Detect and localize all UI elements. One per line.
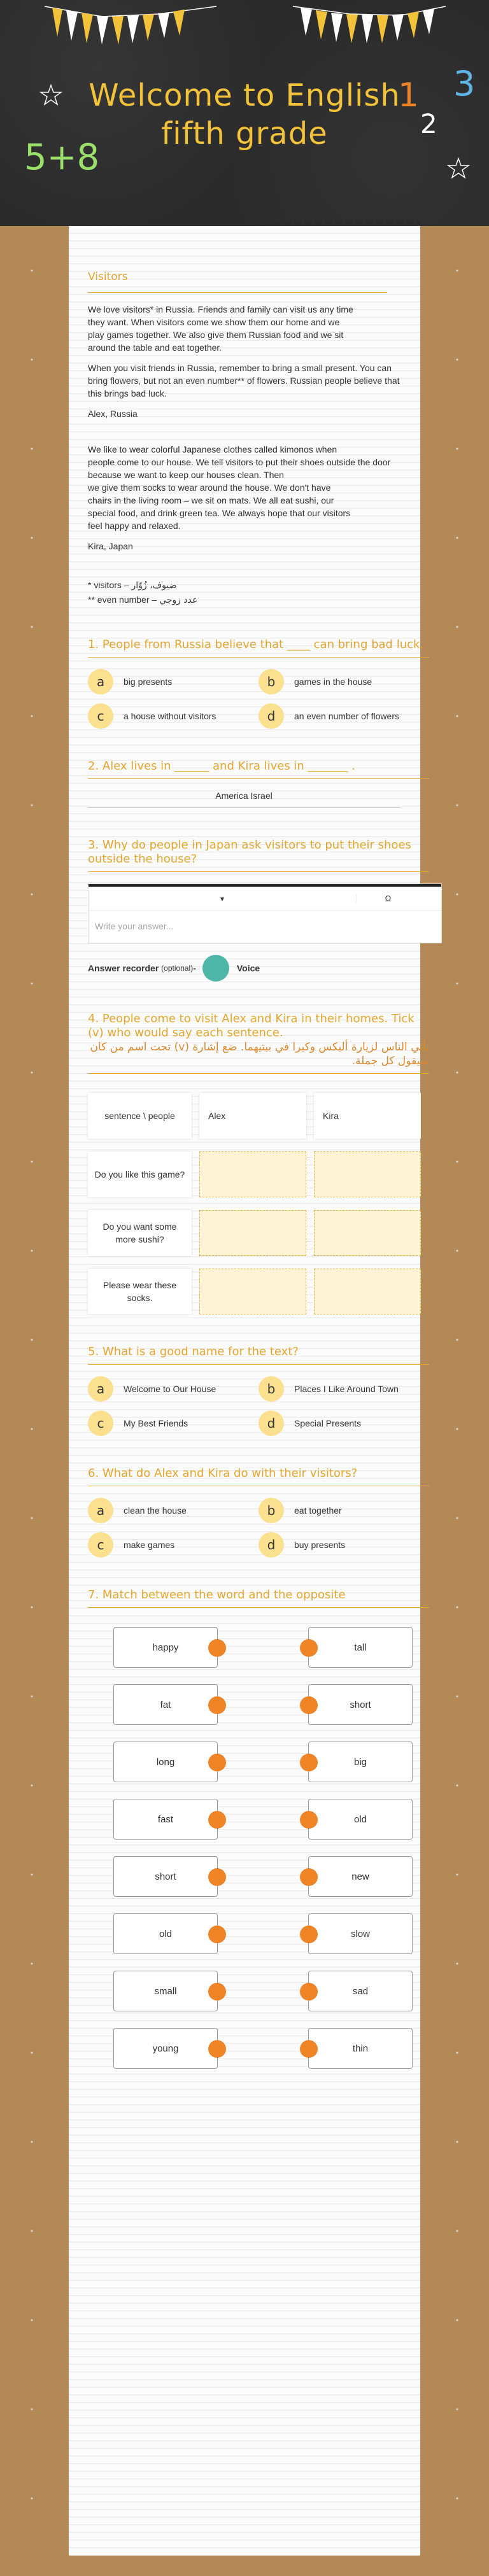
format-dropdown[interactable]: ▾ <box>220 894 225 903</box>
question-4-title: 4. People come to visit Alex and Kira in their homes. Tick (v) who would say each sentence. يأتي الناس لزيارة أليكس وكيرا في بيتيهما. ضع إشارة (v) تحت اسم من كان سيقول كل جملة. <box>88 1012 429 1074</box>
option-d[interactable]: d buy presents <box>259 1532 429 1558</box>
table-row-sentence: Do you like this game? <box>88 1151 192 1197</box>
match-word[interactable]: long <box>113 1742 218 1782</box>
match-pair <box>113 1742 413 1782</box>
match-word[interactable]: fast <box>113 1799 218 1840</box>
match-opposite[interactable]: thin <box>308 2028 413 2069</box>
drop-cell-kira[interactable] <box>314 1151 421 1197</box>
option-a[interactable]: a big presents <box>88 669 259 694</box>
match-opposite[interactable]: old <box>308 1799 413 1840</box>
connector-dot[interactable] <box>300 1925 318 1943</box>
option-a[interactable]: a Welcome to Our House <box>88 1376 259 1402</box>
table-header-kira: Kira <box>314 1093 421 1139</box>
question-7-title: 7. Match between the word and the opposite <box>88 1588 429 1608</box>
page-subtitle: fifth grade <box>161 116 328 151</box>
match-opposite[interactable]: big <box>308 1742 413 1782</box>
match-word[interactable]: short <box>113 1856 218 1897</box>
match-pair <box>113 1684 413 1725</box>
connector-dot[interactable] <box>208 1925 226 1943</box>
drop-cell-alex[interactable] <box>199 1269 306 1314</box>
question-2-title: 2. Alex lives in ______ and Kira lives in _______ . <box>88 759 429 779</box>
match-opposite[interactable]: new <box>308 1856 413 1897</box>
option-d[interactable]: d an even number of flowers <box>259 703 429 729</box>
option-b[interactable]: b eat together <box>259 1498 429 1523</box>
answer-input[interactable]: Write your answer... <box>95 921 174 931</box>
connector-dot[interactable] <box>208 1639 226 1657</box>
connector-dot[interactable] <box>300 1811 318 1829</box>
special-character-button[interactable]: Ω <box>356 894 420 903</box>
paragraph: We like to wear colorful Japanese clothes called kimonos when people come to our house. We tell visitors to put their shoes outside the door because we want to keep our houses clean. Then we give them socks to wear around the house. We don't have chairs in the living room – we sit on mats. We all eat sushi, our special food, and drink green tea. We always hope that our visitors feel happy and relaxed. <box>88 444 391 531</box>
number-two-decoration: 2 <box>420 108 437 139</box>
match-pair <box>113 1627 413 1668</box>
connector-dot[interactable] <box>300 2040 318 2058</box>
connector-dot[interactable] <box>208 1696 226 1714</box>
question-1 <box>88 638 424 729</box>
drop-cell-kira[interactable] <box>314 1210 421 1256</box>
match-word[interactable]: happy <box>113 1627 218 1668</box>
paragraph: We love visitors* in Russia. Friends and family can visit us any time they want. When visitors come we show them our home and we play games together. We also give them Russian food and we sit around the table and eat together. <box>88 304 353 353</box>
question-3-title: 3. Why do people in Japan ask visitors to put their shoes outside the house? <box>88 838 429 872</box>
question-5-title: 5. What is a good name for the text? <box>88 1345 429 1365</box>
signature-alex: Alex, Russia <box>88 409 138 419</box>
option-d[interactable]: d Special Presents <box>259 1411 429 1436</box>
connector-dot[interactable] <box>208 1868 226 1886</box>
match-pair <box>113 1799 413 1840</box>
table-header-sentence: sentence \ people <box>88 1093 192 1139</box>
connector-dot[interactable] <box>208 1754 226 1771</box>
number-three-decoration: 3 <box>453 64 476 104</box>
reading-passage <box>88 271 400 607</box>
option-b[interactable]: b games in the house <box>259 669 429 694</box>
table-row-sentence: Please wear these socks. <box>88 1269 192 1314</box>
option-c[interactable]: c a house without visitors <box>88 703 259 729</box>
question-3 <box>88 838 411 982</box>
matching-area <box>88 1627 400 2069</box>
question-5 <box>88 1345 400 1436</box>
note-visitors: * visitors – ضيوف، زُوّار <box>88 580 177 591</box>
connector-dot[interactable] <box>300 1754 318 1771</box>
option-c[interactable]: c My Best Friends <box>88 1411 259 1436</box>
match-opposite[interactable]: slow <box>308 1913 413 1954</box>
drop-cell-alex[interactable] <box>199 1151 306 1197</box>
question-1-title: 1. People from Russia believe that ____ can bring bad luck. <box>88 638 429 658</box>
match-opposite[interactable]: sad <box>308 1971 413 2011</box>
tick-table <box>88 1093 400 1314</box>
connector-dot[interactable] <box>208 2040 226 2058</box>
worksheet-paper <box>69 226 429 2556</box>
connector-dot[interactable] <box>208 1983 226 2001</box>
match-word[interactable]: young <box>113 2028 218 2069</box>
record-voice-button[interactable] <box>202 955 229 982</box>
voice-label: Voice <box>236 963 260 973</box>
drop-cell-alex[interactable] <box>199 1210 306 1256</box>
match-pair <box>113 1913 413 1954</box>
match-pair <box>113 1856 413 1897</box>
answer-recorder: Answer recorder (optional) - Voice <box>88 955 400 982</box>
vocabulary-notes <box>88 578 400 607</box>
signature-kira: Kira, Japan <box>88 541 133 551</box>
match-opposite[interactable]: short <box>308 1684 413 1725</box>
match-pair <box>113 1971 413 2011</box>
note-even-number: ** even number – عدد زوجي <box>88 595 198 605</box>
option-a[interactable]: a clean the house <box>88 1498 259 1523</box>
story-title: Visitors <box>88 271 128 283</box>
option-b[interactable]: b Places I Like Around Town <box>259 1376 429 1402</box>
bunting-decoration <box>0 0 489 57</box>
match-pair <box>113 2028 413 2069</box>
editor-toolbar <box>89 884 441 911</box>
match-opposite[interactable]: tall <box>308 1627 413 1668</box>
header-chalkboard <box>0 0 489 226</box>
table-row-sentence: Do you want some more sushi? <box>88 1210 192 1256</box>
option-c[interactable]: c make games <box>88 1532 259 1558</box>
connector-dot[interactable] <box>208 1811 226 1829</box>
question-2 <box>88 759 400 808</box>
question-7 <box>88 1588 400 2069</box>
connector-dot[interactable] <box>300 1868 318 1886</box>
table-header-alex: Alex <box>199 1093 306 1139</box>
answer-editor <box>88 883 442 943</box>
question-4 <box>88 1012 429 1314</box>
page-title: Welcome to English <box>89 78 400 113</box>
star-outline-icon <box>446 156 471 181</box>
word-bank[interactable]: America Israel <box>88 791 400 808</box>
drop-cell-kira[interactable] <box>314 1269 421 1314</box>
connector-dot[interactable] <box>300 1983 318 2001</box>
paragraph: When you visit friends in Russia, remember to bring a small present. You can bring flowers, but not an even number** of flowers. Russian people believe that this brings bad luck. <box>88 363 400 398</box>
match-word[interactable]: old <box>113 1913 218 1954</box>
number-one-decoration: 1 <box>398 76 420 115</box>
match-word[interactable]: fat <box>113 1684 218 1725</box>
match-word[interactable]: small <box>113 1971 218 2011</box>
math-decoration: 5+8 <box>24 137 100 178</box>
connector-dot[interactable] <box>300 1639 318 1657</box>
question-6-title: 6. What do Alex and Kira do with their visitors? <box>88 1467 429 1486</box>
question-6 <box>88 1467 400 1558</box>
connector-dot[interactable] <box>300 1696 318 1714</box>
